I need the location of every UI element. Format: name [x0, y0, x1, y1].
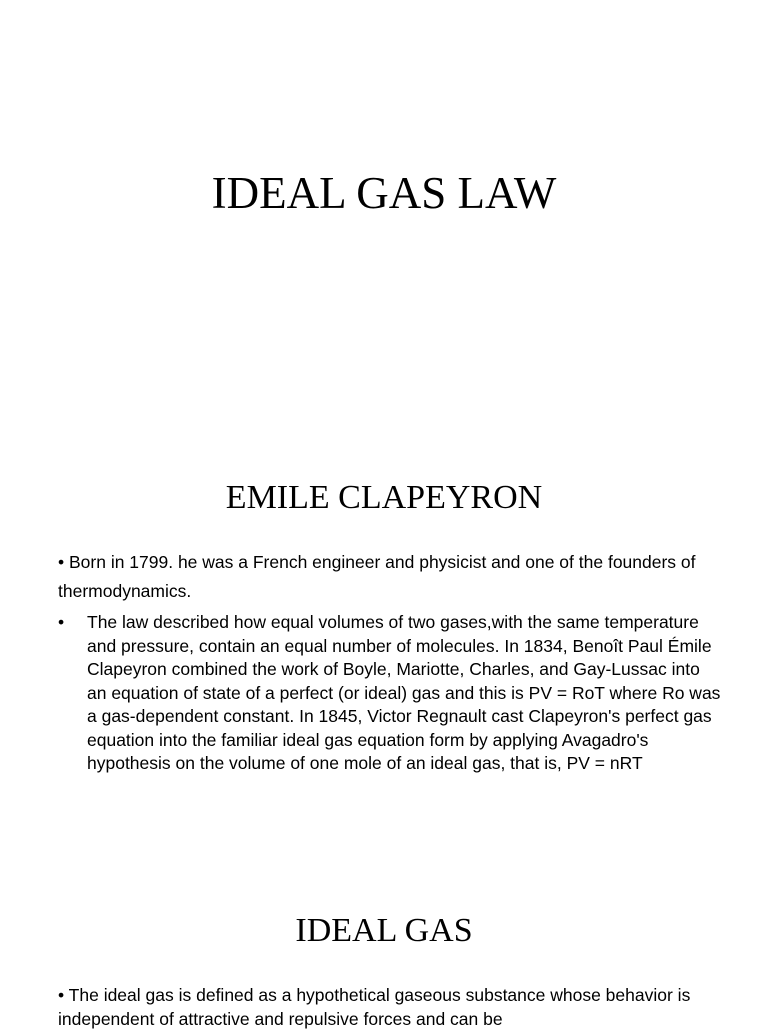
bullet-born-1799: • Born in 1799. he was a French engineer and physicist and one of the founders of thermodynamics.: [58, 552, 696, 601]
bullet-marker: •: [58, 612, 65, 632]
bullet-law-text: The law described how equal volumes of two gases,with the same temperature and pressure, contain an equal number of molecules. In 1834, Benoît Paul Émile Clapeyron combined the work of Boyle, Mariotte, Charles, and Gay-Lussac into an equation of state of a perfect (or ideal) gas and this is PV = RoT where Ro was a gas-dependent constant. In 1845, Victor Regnault cast Clapeyron's perfect gas equation into the familiar ideal gas equation form by applying Avagadro's hypothesis on the volume of one mole of an ideal gas, that is, PV = nRT: [87, 612, 721, 773]
bullet-law-description: [58, 611, 722, 776]
slide-title-ideal-gas-law: IDEAL GAS LAW: [211, 168, 557, 218]
bullet-ideal-gas-definition: • The ideal gas is defined as a hypothetical gaseous substance whose behavior is independent of attractive and repulsive forces and can be: [58, 985, 691, 1029]
slide-title-emile-clapeyron: EMILE CLAPEYRON: [225, 479, 543, 516]
slide-title-ideal-gas: IDEAL GAS: [295, 912, 473, 949]
